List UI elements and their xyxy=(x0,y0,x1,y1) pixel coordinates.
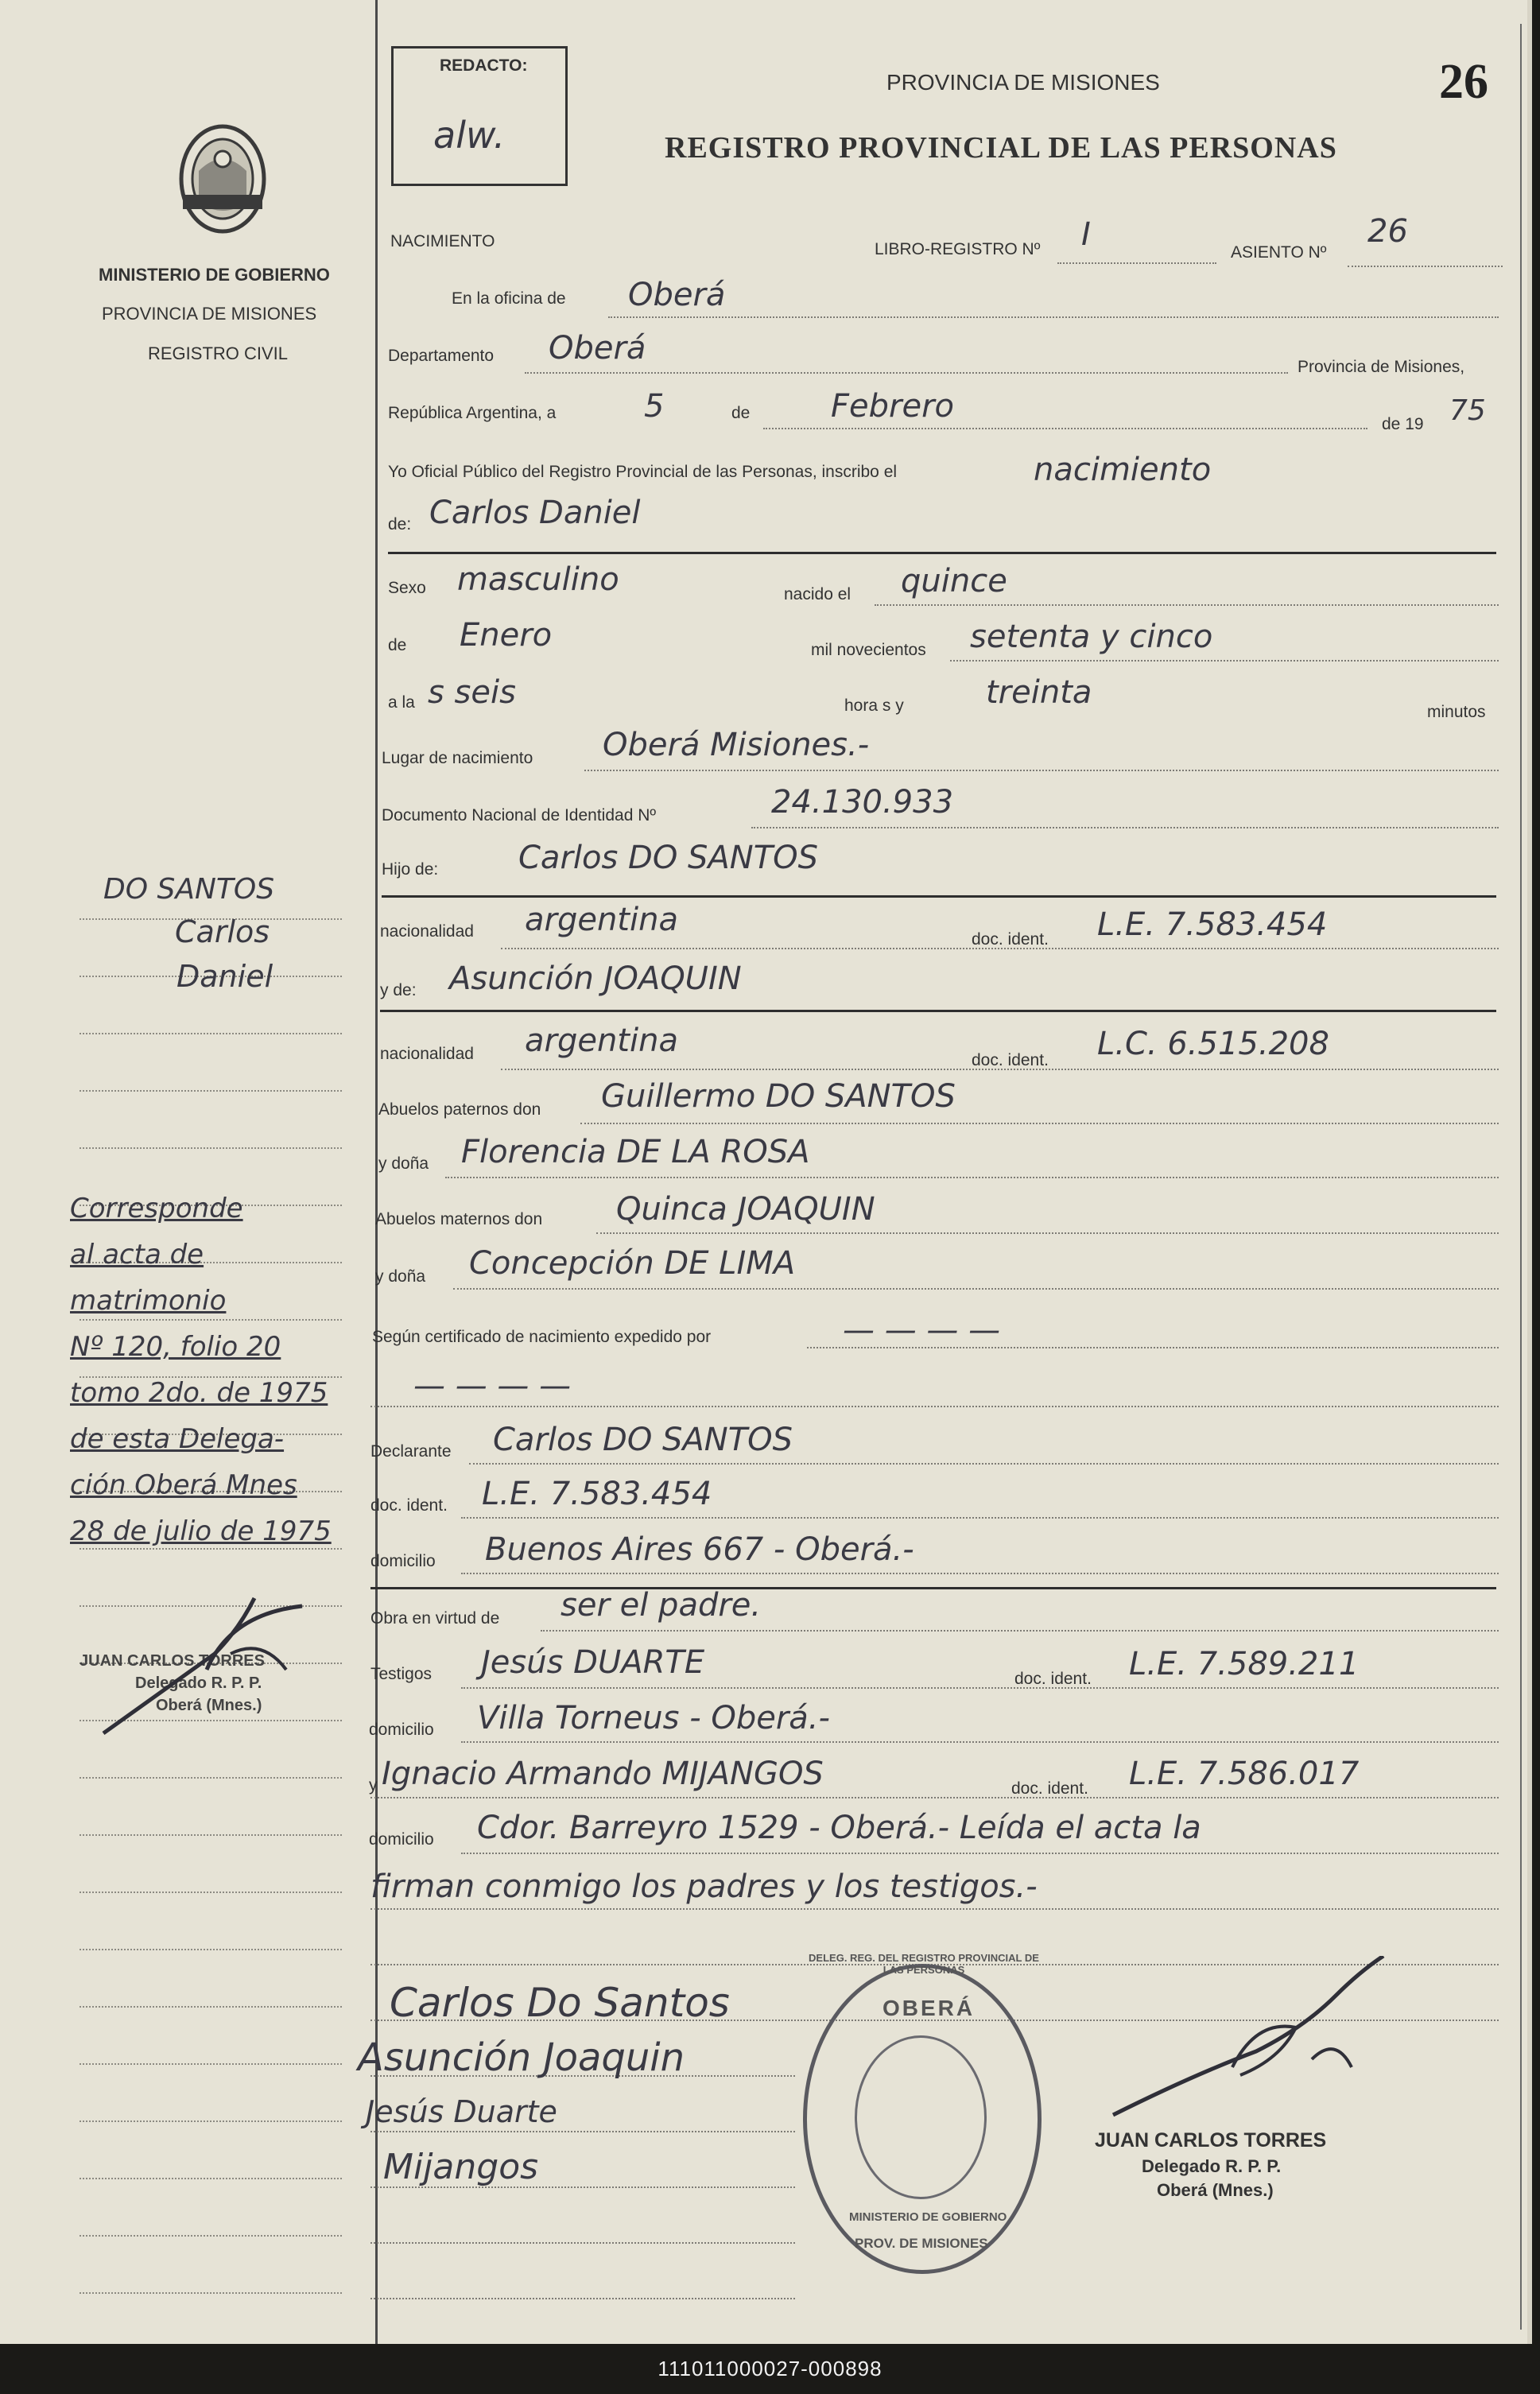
label-oficial-label: Yo Oficial Público del Registro Provincial de las Personas, inscribo el xyxy=(388,463,898,481)
dotted-line xyxy=(541,1630,1499,1632)
dotted-line xyxy=(370,2298,795,2299)
value-lugar-value: Oberá Misiones.- xyxy=(603,727,870,763)
redacto-initials: alw. xyxy=(433,114,506,157)
label-doc-label: doc. ident. xyxy=(972,930,1049,949)
dotted-line xyxy=(501,1069,1499,1070)
ruled-line xyxy=(382,895,1496,898)
dotted-line xyxy=(501,948,1499,949)
redacto-box xyxy=(391,46,568,186)
dotted-line xyxy=(1348,266,1503,267)
label-de-nombre-label: de: xyxy=(388,515,412,534)
margin-stamp-name: JUAN CARLOS TORRES xyxy=(80,1652,265,1670)
annotation-line: ción Oberá Mnes xyxy=(70,1469,297,1501)
label-testigos-label: Testigos xyxy=(370,1665,433,1683)
dotted-line xyxy=(461,1517,1499,1519)
label-nac-label: nacionalidad xyxy=(380,922,474,941)
value-domicilio-decl-value: Buenos Aires 667 - Oberá.- xyxy=(485,1531,914,1568)
margin-ruled-line xyxy=(80,2292,342,2294)
page-title: REGISTRO PROVINCIAL DE LAS PERSONAS xyxy=(665,131,1337,165)
value-declarante-value: Carlos DO SANTOS xyxy=(493,1422,793,1458)
stamp-top-text: OBERÁ xyxy=(882,1996,976,2020)
dotted-line xyxy=(370,2242,795,2244)
value-doc-decl-value: L.E. 7.583.454 xyxy=(482,1476,712,1512)
margin-ruled-line xyxy=(80,1777,342,1779)
annotation-line: matrimonio xyxy=(70,1285,227,1317)
label-dni-label: Documento Nacional de Identidad Nº xyxy=(382,806,657,825)
label-yde-label: y de: xyxy=(380,981,417,999)
coat-of-arms-icon xyxy=(167,115,278,246)
signature-mother: Asunción Joaquin xyxy=(358,2035,685,2080)
dotted-line xyxy=(763,428,1367,429)
dotted-line xyxy=(453,1288,1499,1290)
dotted-line xyxy=(370,1406,1499,1407)
dotted-line xyxy=(596,1232,1499,1234)
value-doc-t1-value: L.E. 7.589.211 xyxy=(1129,1646,1360,1682)
document-id: 111011000027-000898 xyxy=(0,2344,1540,2394)
annotation-line: Nº 120, folio 20 xyxy=(70,1331,281,1363)
dotted-line xyxy=(461,1853,1499,1854)
value-madre-value: Asunción JOAQUIN xyxy=(449,960,742,997)
value-mes-value: Febrero xyxy=(831,388,954,425)
margin-ruled-line xyxy=(80,1892,342,1893)
label-type-label: NACIMIENTO xyxy=(390,232,495,250)
label-hijo-label: Hijo de: xyxy=(382,860,439,879)
value-testigo1-value: Jesús DUARTE xyxy=(481,1644,705,1681)
margin-ruled-line xyxy=(80,2063,342,2065)
dotted-line xyxy=(950,660,1499,662)
label-doc-label: doc. ident. xyxy=(972,1051,1049,1069)
margin-ruled-line xyxy=(80,1033,342,1034)
ruled-line xyxy=(380,1010,1496,1012)
margin-stamp-place: Oberá (Mnes.) xyxy=(156,1697,262,1714)
margin-name-1: Carlos xyxy=(175,914,270,949)
value-doc-madre-value: L.C. 6.515.208 xyxy=(1097,1026,1329,1062)
dotted-line xyxy=(445,1177,1499,1178)
value-doc-padre-value: L.E. 7.583.454 xyxy=(1097,906,1328,943)
label-declarante-label: Declarante xyxy=(370,1442,452,1461)
dotted-line xyxy=(875,604,1499,606)
signature-witness-2: Mijangos xyxy=(383,2147,539,2187)
dotted-line xyxy=(469,1463,1499,1465)
official-signature-icon xyxy=(1097,1956,1447,2139)
dotted-line xyxy=(1057,262,1216,264)
value-domicilio-t1-value: Villa Torneus - Oberá.- xyxy=(477,1700,830,1736)
label-doc-label: doc. ident. xyxy=(1014,1670,1092,1688)
label-domicilio-label: domicilio xyxy=(370,1552,436,1570)
value-abuela-mat-value: Concepción DE LIMA xyxy=(469,1245,796,1282)
page-number: 26 xyxy=(1439,55,1488,109)
column-divider xyxy=(375,0,378,2344)
annotation-line: de esta Delega- xyxy=(70,1423,285,1455)
signature-witness-1: Jesús Duarte xyxy=(366,2094,557,2129)
label-domicilio-label: domicilio xyxy=(369,1830,434,1849)
margin-ruled-line xyxy=(80,1834,342,1836)
ruled-line xyxy=(388,552,1496,554)
province-heading: PROVINCIA DE MISIONES xyxy=(886,70,1160,95)
annotation-line: 28 de julio de 1975 xyxy=(70,1515,332,1547)
margin-ruled-line xyxy=(80,2235,342,2237)
value-inscribo-value: nacimiento xyxy=(1034,452,1212,488)
label-republica-label: República Argentina, a xyxy=(388,404,557,422)
label-de-label: de xyxy=(731,404,751,422)
margin-name-2: Daniel xyxy=(176,959,273,994)
margin-ruled-line xyxy=(80,2120,342,2122)
margin-ruled-line xyxy=(80,2178,342,2179)
label-a-la-label: a la xyxy=(388,693,415,712)
label-departamento-label: Departamento xyxy=(388,347,495,365)
value-padre-value: Carlos DO SANTOS xyxy=(518,840,819,876)
ministry-label: MINISTERIO DE GOBIERNO xyxy=(99,265,330,285)
margin-ruled-line xyxy=(80,2006,342,2008)
dotted-line xyxy=(370,1797,1499,1798)
label-asiento-label: ASIENTO Nº xyxy=(1231,243,1327,262)
label-obra-label: Obra en virtud de xyxy=(370,1609,500,1628)
label-abuelos-mat-label: Abuelos maternos don xyxy=(375,1210,543,1228)
margin-surname: DO SANTOS xyxy=(103,873,275,906)
margin-ruled-line xyxy=(80,1319,342,1321)
label-dona-label: y doña xyxy=(378,1154,429,1173)
value-certificado-value: — — — — xyxy=(843,1312,1001,1348)
dotted-line xyxy=(461,1687,1499,1689)
label-provincia-label: Provincia de Misiones, xyxy=(1298,358,1465,376)
official-signature-title: Delegado R. P. P. xyxy=(1142,2156,1282,2176)
value-dia-value: 5 xyxy=(644,388,665,425)
value-anio-value: 75 xyxy=(1449,394,1486,427)
value-abuela-pat-value: Florencia DE LA ROSA xyxy=(461,1134,810,1170)
label-de2-label: de xyxy=(388,636,407,654)
label-doc-label: doc. ident. xyxy=(370,1496,448,1515)
official-signature-name: JUAN CARLOS TORRES xyxy=(1095,2129,1327,2151)
value-anio-nac-value: setenta y cinco xyxy=(970,619,1213,655)
value-testigo2-value: Ignacio Armando MIJANGOS xyxy=(382,1756,824,1792)
value-minutos-value: treinta xyxy=(986,674,1092,711)
dotted-line xyxy=(807,1347,1499,1348)
label-dona-label: y doña xyxy=(375,1267,426,1286)
label-lugar-label: Lugar de nacimiento xyxy=(382,749,533,767)
label-minutos-label: minutos xyxy=(1427,703,1486,721)
value-certificado-value2: — — — — xyxy=(413,1368,572,1404)
margin-ruled-line xyxy=(80,1548,342,1550)
label-domicilio-label: domicilio xyxy=(369,1721,434,1739)
value-mes-nac-value: Enero xyxy=(460,617,553,654)
dotted-line xyxy=(370,2131,795,2132)
label-anio-label: de 19 xyxy=(1382,415,1424,433)
value-domicilio-t2-value: Cdor. Barreyro 1529 - Oberá.- Leída el acta la xyxy=(477,1810,1201,1846)
margin-ruled-line xyxy=(80,1949,342,1950)
ruled-line xyxy=(370,1587,1496,1589)
dotted-line xyxy=(525,372,1288,374)
margin-ruled-line xyxy=(80,1147,342,1149)
stamp-ministry-text: MINISTERIO DE GOBIERNO xyxy=(849,2210,1007,2224)
redacto-label: REDACTO: xyxy=(440,56,528,75)
label-y-label: y xyxy=(369,1776,378,1795)
label-mil-label: mil novecientos xyxy=(811,641,926,659)
value-asiento-value: 26 xyxy=(1367,213,1408,250)
dotted-line xyxy=(461,1573,1499,1574)
label-hora-label: hora s y xyxy=(844,696,904,715)
label-certificado-label: Según certificado de nacimiento expedido por xyxy=(372,1328,712,1346)
label-libro-label: LIBRO-REGISTRO Nº xyxy=(875,240,1041,258)
value-dni-value: 24.130.933 xyxy=(771,784,954,821)
label-abuelos-pat-label: Abuelos paternos don xyxy=(378,1100,541,1119)
value-sexo-value: masculino xyxy=(457,561,619,598)
value-a-la-value: s seis xyxy=(428,674,516,711)
margin-signature-icon xyxy=(95,1582,358,1741)
label-doc-label: doc. ident. xyxy=(1011,1779,1088,1798)
annotation-line: al acta de xyxy=(70,1239,204,1271)
label-nac-label: nacionalidad xyxy=(380,1045,474,1063)
label-sexo-label: Sexo xyxy=(388,579,426,597)
dotted-line xyxy=(461,1741,1499,1743)
value-nacido-value: quince xyxy=(901,563,1007,599)
dotted-line xyxy=(751,827,1499,828)
value-obra-value: ser el padre. xyxy=(561,1587,762,1624)
value-abuelo-mat-value: Quinca JOAQUIN xyxy=(616,1191,875,1228)
value-abuelo-pat-value: Guillermo DO SANTOS xyxy=(601,1078,956,1115)
civil-registry-label: REGISTRO CIVIL xyxy=(148,343,289,363)
stamp-ring-text: DELEG. REG. DEL REGISTRO PROVINCIAL DE LAS PERSONAS xyxy=(809,1952,1039,1976)
value-doc-t2-value: L.E. 7.586.017 xyxy=(1129,1756,1360,1792)
label-oficina-label: En la oficina de xyxy=(452,289,566,308)
value-nombre-value: Carlos Daniel xyxy=(429,495,641,531)
official-signature-place: Oberá (Mnes.) xyxy=(1157,2180,1274,2200)
value-libro-value: I xyxy=(1081,216,1091,253)
dotted-line xyxy=(370,1908,1499,1910)
label-nacido-label: nacido el xyxy=(784,585,851,603)
official-stamp-inner xyxy=(855,2035,987,2199)
margin-stamp-title: Delegado R. P. P. xyxy=(135,1674,262,1692)
dotted-line xyxy=(580,1123,1499,1124)
dotted-line xyxy=(608,316,1499,318)
dotted-line xyxy=(584,770,1499,771)
value-nac-madre-value: argentina xyxy=(525,1022,678,1059)
value-oficina-value: Oberá xyxy=(628,277,726,313)
value-nac-padre-value: argentina xyxy=(525,902,678,938)
annotation-line: Corresponde xyxy=(70,1193,243,1224)
page-border xyxy=(1520,24,1522,2330)
value-cierre-value: firman conmigo los padres y los testigos.- xyxy=(370,1868,1038,1905)
annotation-line: tomo 2do. de 1975 xyxy=(70,1377,328,1409)
province-label: PROVINCIA DE MISIONES xyxy=(102,304,317,324)
signature-father: Carlos Do Santos xyxy=(390,1980,730,2026)
stamp-bottom-text: PROV. DE MISIONES xyxy=(855,2236,988,2251)
margin-ruled-line xyxy=(80,1090,342,1092)
value-departamento-value: Oberá xyxy=(549,330,646,367)
